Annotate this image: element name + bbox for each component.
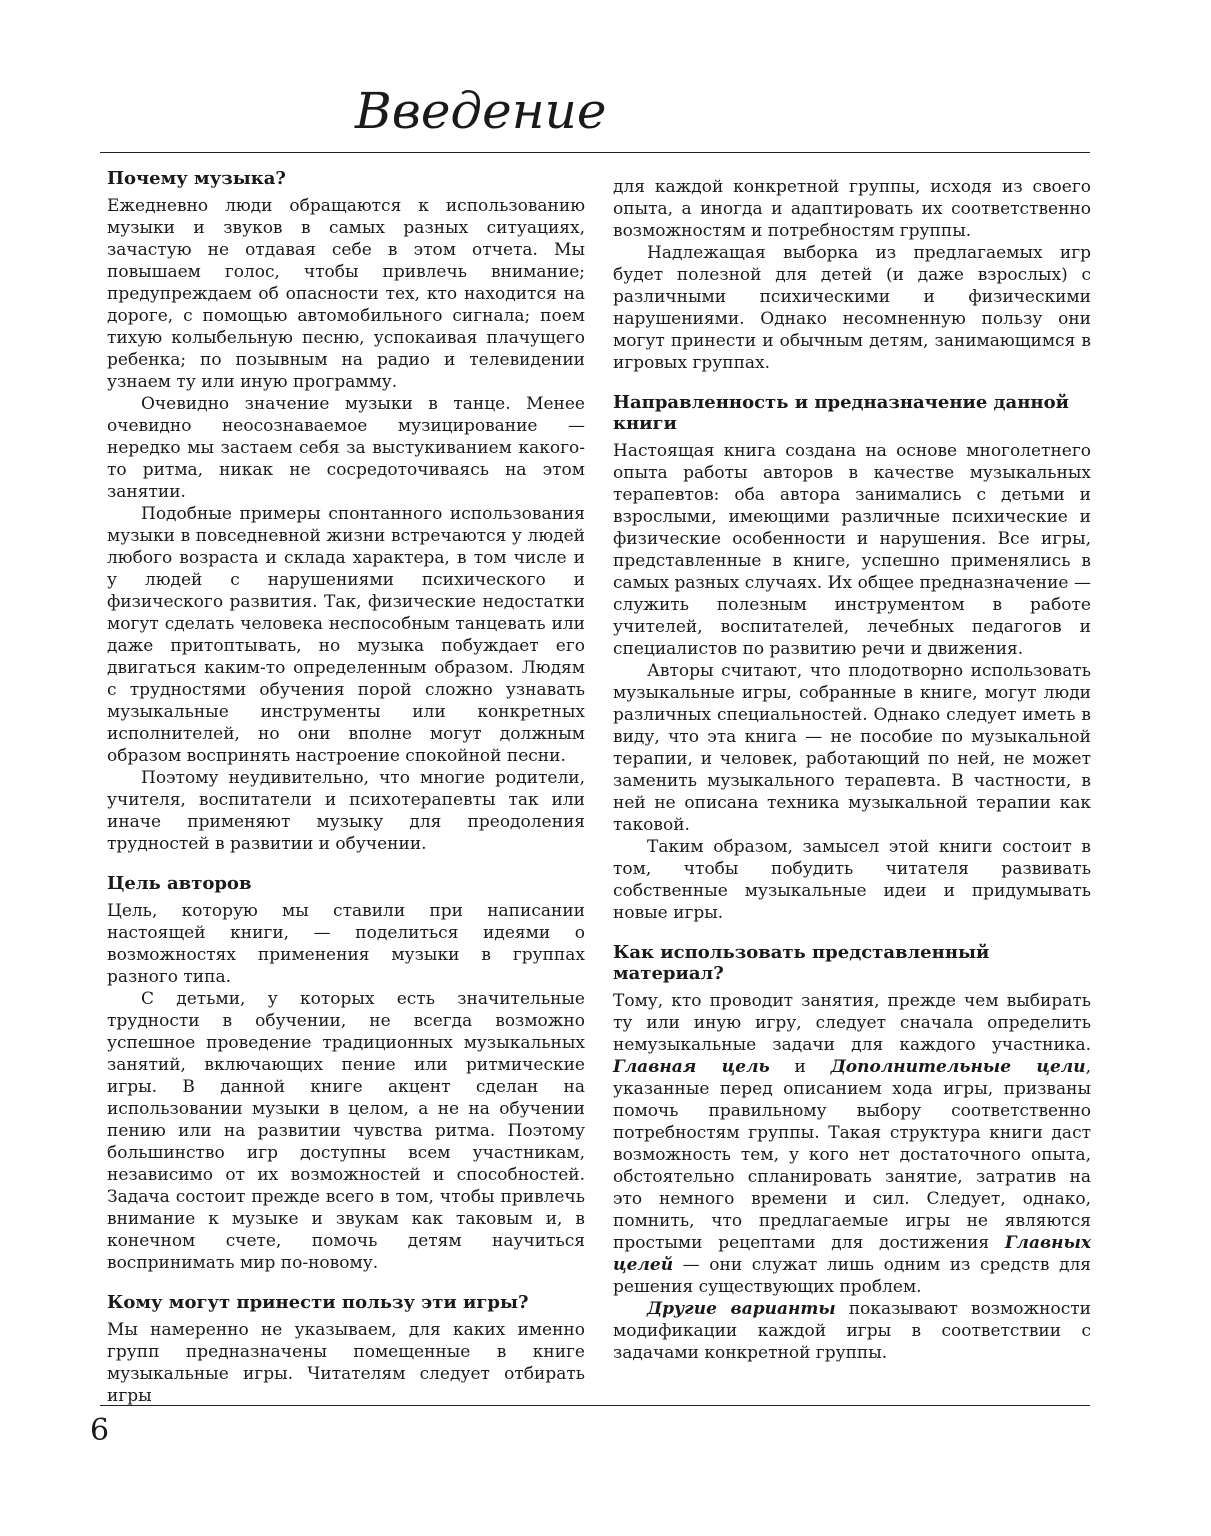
text-run: показывают возможности модификации каждой игры в соответствии с задачами конкретной группы. bbox=[613, 1299, 1091, 1363]
paragraph: Поэтому неудивительно, что многие родители, учителя, воспитатели и психотерапевты так или иначе применяют музыку для преодоления трудностей в развитии и обучении. bbox=[107, 768, 585, 854]
section-heading-purpose: Направленность и предназначение данной книги bbox=[613, 392, 1069, 434]
emphasis-main-goal: Главная цель bbox=[613, 1057, 770, 1077]
paragraph: Авторы считают, что плодотворно использовать музыкальные игры, собранные в книге, могут люди различных специальностей. Однако следует иметь в виду, что эта книга — не пособие по музыкальной терапии, и человек, работающий по ней, не может заменить музыкального терапевта. В частности, в ней не описана техника музыкальной терапии как таковой. bbox=[613, 661, 1091, 835]
paragraph: для каждой конкретной группы, исходя из своего опыта, а иногда и адаптировать их соответственно возможностям и потребностям группы. bbox=[613, 177, 1091, 241]
paragraph: Очевидно значение музыки в танце. Менее очевидно неосознаваемое музицирование — нередко мы застаем себя за выстукиванием какого-то ритма, никак не сосредоточиваясь на этом занятии. bbox=[107, 394, 585, 502]
text-run: и bbox=[769, 1057, 831, 1077]
section-heading-why-music: Почему музыка? bbox=[107, 168, 286, 189]
left-column bbox=[107, 168, 585, 1407]
paragraph: Мы намеренно не указываем, для каких именно групп предназначены помещенные в книге музыкальные игры. Читателям следует отбирать игры bbox=[107, 1320, 585, 1406]
paragraph bbox=[613, 990, 1091, 1298]
paragraph: Таким образом, замысел этой книги состоит в том, чтобы побудить читателя развивать собственные музыкальные идеи и придумывать новые игры. bbox=[613, 837, 1091, 923]
text-run: Тому, кто проводит занятия, прежде чем выбирать ту или иную игру, следует сначала определить немузыкальные задачи для каждого участника. bbox=[613, 991, 1091, 1055]
emphasis-additional-goals: Дополнительные цели bbox=[830, 1057, 1086, 1077]
paragraph bbox=[613, 1298, 1091, 1364]
paragraph: Подобные примеры спонтанного использования музыки в повседневной жизни встречаются у людей любого возраста и склада характера, в том числе и у людей с нарушениями психического и физического развития. Так, физические недостатки могут сделать человека неспособным танцевать или даже притоптывать, но музыка побуждает его двигаться каким-то определенным образом. Людям с трудностями обучения порой сложно узнавать музыкальные инструменты или конкретных исполнителей, но они вполне могут должным образом воспринять настроение спокойной песни. bbox=[107, 504, 585, 766]
paragraph: Ежедневно люди обращаются к использованию музыки и звуков в самых разных ситуациях, зачастую не отдавая себе в этом отчета. Мы повышаем голос, чтобы привлечь внимание; предупреждаем об опасности тех, кто находится на дороге, с помощью автомобильного сигнала; поем тихую колыбельную песню, успокаивая плачущего ребенка; по позывным на радио и телевидении узнаем ту или иную программу. bbox=[107, 196, 585, 392]
text-run: , указанные перед описанием хода игры, призваны помочь правильному выбору соответственно потребностям группы. Такая структура книги даст возможность тем, у кого нет достаточного опыта, обстоятельно спланировать занятие, затратив на это немного времени и сил. Следует, однако, помнить, что предлагаемые игры не являются простыми рецептами для достижения bbox=[613, 1057, 1091, 1253]
chapter-title: Введение bbox=[355, 82, 607, 140]
footer-rule bbox=[100, 1405, 1090, 1406]
paragraph: Цель, которую мы ставили при написании настоящей книги, — поделиться идеями о возможностях применения музыки в группах разного типа. bbox=[107, 901, 585, 987]
paragraph: Надлежащая выборка из предлагаемых игр будет полезной для детей (и даже взрослых) с различными психическими и физическими нарушениями. Однако несомненную пользу они могут принести и обычным детям, занимающимся в игровых группах. bbox=[613, 243, 1091, 373]
paragraph: С детьми, у которых есть значительные трудности в обучении, не всегда возможно успешное проведение традиционных музыкальных занятий, включающих пение или ритмические игры. В данной книге акцент сделан на использовании музыки в целом, а не на обучении пению или на развитии чувства ритма. Поэтому большинство игр доступны всем участникам, независимо от их возможностей и способностей. Задача состоит прежде всего в том, чтобы привлечь внимание к музыке и звукам как таковым и, в конечном счете, помочь детям научиться воспринимать мир по-новому. bbox=[107, 989, 585, 1273]
text-run: — они служат лишь одним из средств для решения существующих проблем. bbox=[613, 1255, 1091, 1297]
emphasis-other-variants: Другие варианты bbox=[647, 1299, 836, 1319]
section-heading-authors-goal: Цель авторов bbox=[107, 873, 252, 894]
right-column bbox=[613, 176, 1091, 1364]
section-heading-who-benefits: Кому могут принести пользу эти игры? bbox=[107, 1292, 529, 1313]
section-heading-how-to-use: Как использовать представленный материал? bbox=[613, 942, 990, 984]
paragraph: Настоящая книга создана на основе многолетнего опыта работы авторов в качестве музыкальных терапевтов: оба автора занимались с детьми и взрослыми, имеющими различные психические и физические особенности и нарушения. Все игры, представленные в книге, успешно применялись в самых разных случаях. Их общее предназначение — служить полезным инструментом в работе учителей, воспитателей, лечебных педагогов и специалистов по развитию речи и движения. bbox=[613, 441, 1091, 659]
header-rule bbox=[100, 152, 1090, 153]
page-number: 6 bbox=[90, 1413, 110, 1448]
emphasis-main-goals: Главных целей bbox=[613, 1233, 1091, 1275]
